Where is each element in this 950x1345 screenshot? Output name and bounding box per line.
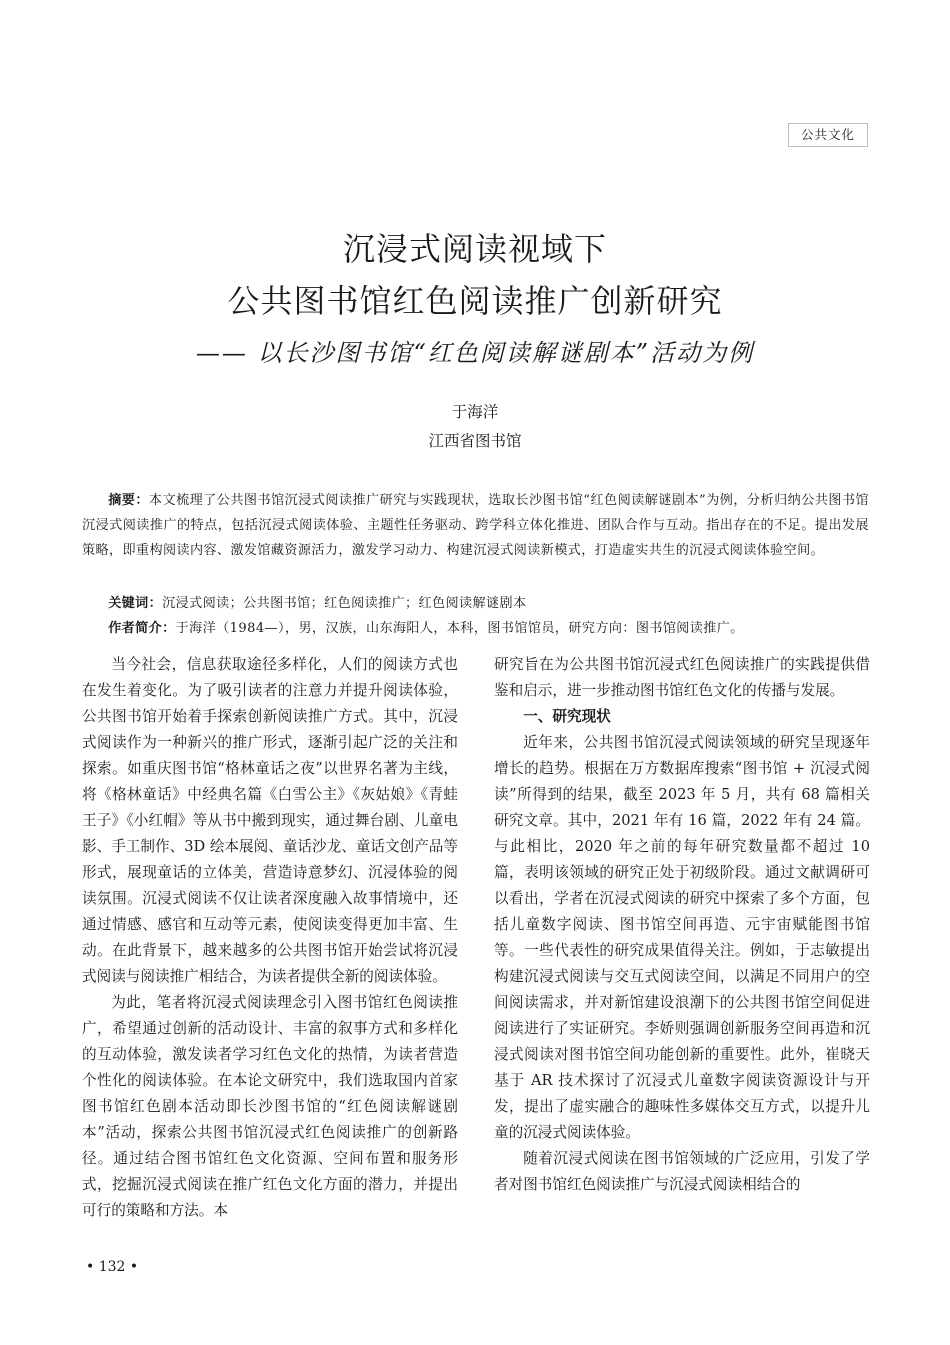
- body-column-right: [494, 652, 870, 1198]
- keywords-label: 关键词：: [108, 596, 163, 611]
- page-number: • 132 •: [86, 1259, 139, 1275]
- section-heading-1: 一、研究现状: [523, 708, 611, 725]
- author-name: 于海洋: [451, 403, 499, 421]
- author-bio: [82, 616, 869, 641]
- abstract-text: 本文梳理了公共图书馆沉浸式阅读推广研究与实践现状，选取长沙图书馆“红色阅读解谜剧本”为例，分析归纳公共图书馆沉浸式阅读推广的特点，包括沉浸式阅读体验、主题性任务驱动、跨学科立体化推进、团队合作与互动。指出存在的不足。提出发展策略，即重构阅读内容、激发馆藏资源活力，激发学习动力、构建沉浸式阅读新模式，打造虚实共生的沉浸式阅读体验空间。: [82, 493, 869, 558]
- abstract-label: 摘要：: [108, 493, 149, 508]
- title-line-1: 沉浸式阅读视域下: [342, 230, 607, 268]
- body-paragraph-3: 研究旨在为公共图书馆沉浸式红色阅读推广的实践提供借鉴和启示，进一步推动图书馆红色文化的传播与发展。: [494, 656, 870, 699]
- keywords: [82, 591, 869, 616]
- section-tag: 公共文化: [788, 123, 868, 147]
- title-line-2: 公共图书馆红色阅读推广创新研究: [227, 282, 723, 320]
- body-paragraph-1: 当今社会，信息获取途径多样化，人们的阅读方式也在发生着变化。为了吸引读者的注意力并提升阅读体验，公共图书馆开始着手探索创新阅读推广方式。其中，沉浸式阅读作为一种新兴的推广形式，逐渐引起广泛的关注和探索。如重庆图书馆“格林童话之夜”以世界名著为主线，将《格林童话》中经典名篇《白雪公主》《灰姑娘》《青蛙王子》《小红帽》等从书中搬到现实，通过舞台剧、儿童电影、手工制作、3D 绘本展阅、童话沙龙、童话文创产品等形式，展现童话的立体美，营造诗意梦幻、沉浸体验的阅读氛围。沉浸式阅读不仅让读者深度融入故事情境中，还通过情感、感官和互动等元素，使阅读变得更加丰富、生动。在此背景下，越来越多的公共图书馆开始尝试将沉浸式阅读与阅读推广相结合，为读者提供全新的阅读体验。: [82, 656, 458, 985]
- body-paragraph-2: 为此，笔者将沉浸式阅读理念引入图书馆红色阅读推广，希望通过创新的活动设计、丰富的叙事方式和多样化的互动体验，激发读者学习红色文化的热情，为读者营造个性化的阅读体验。在本论文研究中，我们选取国内首家图书馆红色剧本活动即长沙图书馆的“红色阅读解谜剧本”活动，探索公共图书馆沉浸式红色阅读推广的创新路径。通过结合图书馆红色文化资源、空间布置和服务形式，挖掘沉浸式阅读在推广红色文化方面的潜力，并提出可行的策略和方法。本: [82, 994, 458, 1219]
- body-paragraph-4: 近年来，公共图书馆沉浸式阅读领域的研究呈现逐年增长的趋势。根据在万方数据库搜索“图书馆 + 沉浸式阅读”所得到的结果，截至 2023 年 5 月，共有 68 篇相关研究文章。其中，2021 年有 16 篇，2022 年有 24 篇。与此相比，2020 年之前的每年研究数量都不超过 10 篇，表明该领域的研究正处于初级阶段。通过文献调研可以看出，学者在沉浸式阅读的研究中探索了多个方面，包括儿童数字阅读、图书馆空间再造、元宇宙赋能图书馆等。一些代表性的研究成果值得关注。例如，于志敏提出构建沉浸式阅读与交互式阅读空间，以满足不同用户的空间阅读需求，并对新馆建设浪潮下的公共图书馆空间促进阅读进行了实证研究。李娇则强调创新服务空间再造和沉浸式阅读对图书馆空间功能创新的重要性。此外，崔晓天基于 AR 技术探讨了沉浸式儿童数字阅读资源设计与开发，提出了虚实融合的趣味性多媒体交互方式，以提升儿童的沉浸式阅读体验。: [494, 734, 870, 1141]
- bio-text: 于海洋（1984—），男，汉族，山东海阳人，本科，图书馆馆员，研究方向：图书馆阅读推广。: [175, 621, 744, 636]
- subtitle: —— 以长沙图书馆“红色阅读解谜剧本”活动为例: [195, 339, 755, 367]
- body-paragraph-5: 随着沉浸式阅读在图书馆领域的广泛应用，引发了学者对图书馆红色阅读推广与沉浸式阅读相结合的: [494, 1150, 870, 1193]
- bio-label: 作者简介：: [108, 621, 176, 636]
- keywords-text: 沉浸式阅读；公共图书馆；红色阅读推广；红色阅读解谜剧本: [162, 596, 527, 611]
- author-affiliation: 江西省图书馆: [428, 432, 522, 450]
- body-column-left: [82, 652, 458, 1224]
- abstract: [82, 488, 869, 563]
